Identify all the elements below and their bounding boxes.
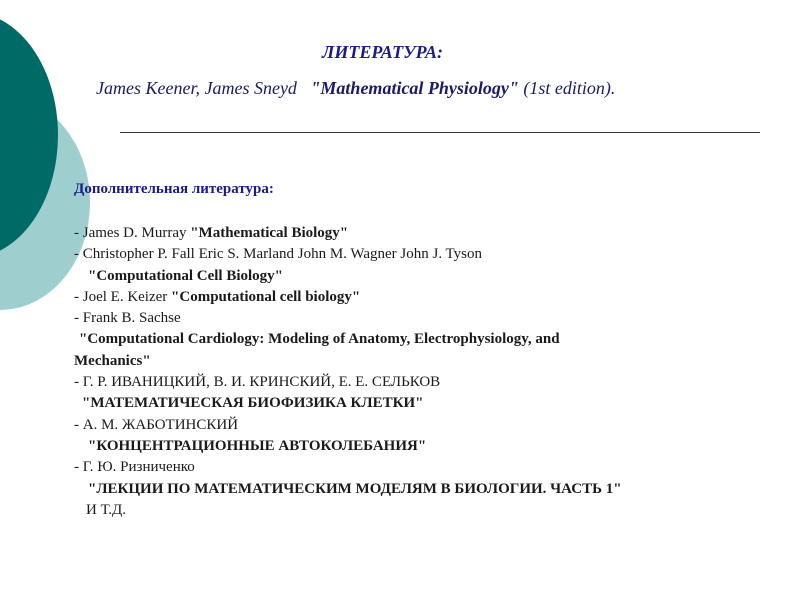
reference-author: - Christopher P. Fall Eric S. Marland John M. Wagner John J. Tyson [74, 246, 483, 263]
reference-line [74, 393, 774, 414]
main-reference-authors: James Keener, James Sneyd [96, 78, 297, 98]
reference-line [74, 329, 774, 350]
additional-literature-heading: Дополнительная литература: [74, 181, 274, 197]
reference-author: - Joel E. Keizer [74, 288, 172, 305]
reference-line [74, 244, 774, 265]
main-reference [96, 78, 615, 99]
reference-book-title: "Computational cell biology" [171, 288, 361, 305]
reference-line [74, 415, 774, 436]
reference-line [74, 308, 774, 329]
reference-author: - Frank B. Sachse [74, 310, 181, 327]
reference-line [74, 457, 774, 478]
reference-author: И Т.Д. [86, 501, 126, 518]
main-reference-edition: (1st edition). [523, 78, 616, 98]
reference-book-title: "МАТЕМАТИЧЕСКАЯ БИОФИЗИКА КЛЕТКИ" [82, 395, 424, 412]
reference-author: - А. М. ЖАБОТИНСКИЙ [74, 416, 239, 433]
reference-line [74, 351, 774, 372]
reference-book-title: Mechanics" [74, 352, 151, 369]
additional-references-list [74, 223, 774, 521]
reference-author: - Г. Р. ИВАНИЦКИЙ, В. И. КРИНСКИЙ, Е. Е. СЕЛЬКОВ [74, 374, 441, 391]
reference-book-title: "ЛЕКЦИИ ПО МАТЕМАТИЧЕСКИМ МОДЕЛЯМ В БИОЛОГИИ. ЧАСТЬ 1" [88, 480, 622, 497]
reference-line [74, 479, 774, 500]
reference-line [74, 266, 774, 287]
divider-line [120, 132, 760, 133]
reference-line [74, 223, 774, 244]
reference-line [74, 287, 774, 308]
reference-book-title: "Computational Cell Biology" [88, 267, 283, 284]
reference-book-title: "Mathematical Biology" [190, 225, 349, 241]
reference-line [74, 500, 774, 521]
reference-book-title: "КОНЦЕНТРАЦИОННЫЕ АВТОКОЛЕБАНИЯ" [88, 437, 427, 454]
reference-author: - James D. Murray [74, 225, 191, 241]
slide-title: ЛИТЕРАТУРА: [322, 42, 444, 62]
reference-book-title: "Computational Cardiology: Modeling of Anatomy, Electrophysiology, and [79, 331, 560, 348]
reference-line [74, 372, 774, 393]
main-reference-book: "Mathematical Physiology" [310, 78, 519, 98]
reference-author: - Г. Ю. Ризниченко [74, 459, 195, 476]
reference-line [74, 436, 774, 457]
